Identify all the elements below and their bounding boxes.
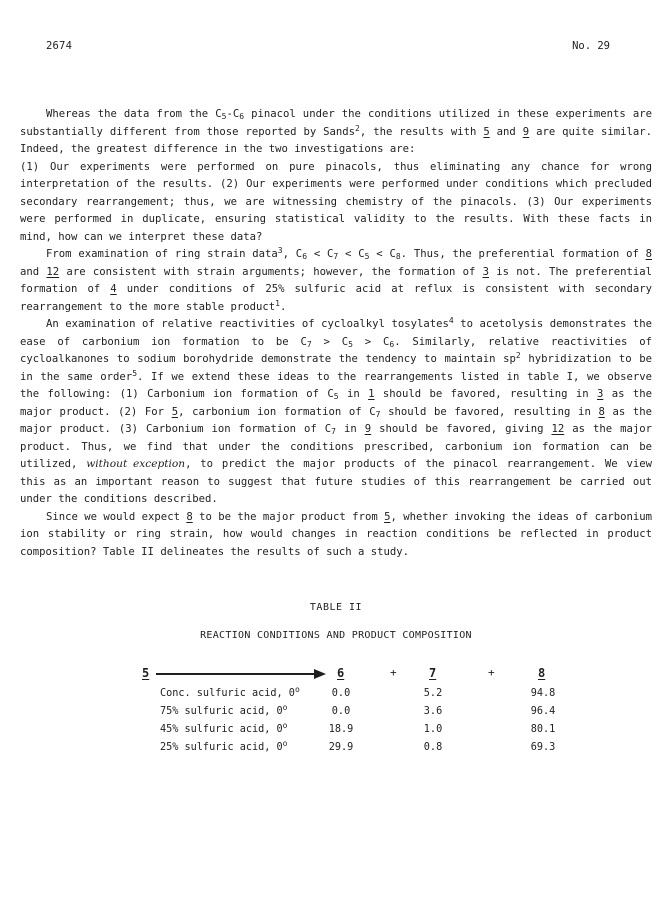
table-row	[0, 685, 672, 706]
value-cell: 0.8	[423, 742, 443, 753]
compound-number: 3	[482, 265, 489, 278]
condition-cell: Conc. sulfuric acid, 0$^o$	[160, 685, 300, 699]
value-cell: 0.0	[331, 688, 351, 699]
paragraph-2: (1) Our experiments were performed on pure pinacols, thus eliminating any chance for wrong interpretation of the results. (2) Our experiments were performed under conditions which precluded secondary rearrangement; thus, we are witnessing chemistry of the pinacols. (3) Our experiments were performed in duplicate, ensuring statistical validity to the results. With these facts in mind, how can we interpret these data?	[20, 160, 652, 243]
value-cell: 0.0	[331, 706, 351, 717]
value-cell: 1.0	[423, 724, 443, 735]
compound-number: 1	[368, 388, 375, 400]
reference-superscript: 1	[275, 298, 280, 308]
compound-number: 8	[598, 405, 605, 418]
reference-superscript: 4	[448, 316, 454, 325]
compound-number: 12	[46, 265, 60, 278]
product-label-8: 8	[538, 666, 546, 680]
reactant-label: 5	[142, 666, 150, 680]
compound-number: 12	[551, 423, 565, 435]
paragraph-5: Since we would expect 8 to be the major product from 5, whether invoking the ideas of carbonium ion stability or ring strain, how would changes in reaction conditions be reflected in product composition? Table II delineates the results of such a study.	[20, 510, 652, 558]
compound-number: 3	[596, 388, 604, 400]
paragraph-4: An examination of relative reactivities of cycloalkyl tosylates$^4$ to acetolysis demonstrates the ease of carbonium ion formation to be $C_7 > C_5 > C_6$. Similarly, relative reactivities of cycloalkanones to sodium borohydride demonstrate the tendency to maintain $sp^2$ hybridization to be in the same order$^5$. If we extend these ideas to the rearrangements listed in table I, we observe the following: (1) Carbonium ion formation of $C_5$ in 1 should be favored, resulting in 3 as the major product. (2) For 5, carbonium ion formation of $C_7$ should be favored, resulting in 8 as the major product. (3) Carbonium ion formation of $C_7$ in 9 should be favored, giving 12 as the major product. Thus, we find that under the conditions prescribed, carbonium ion formation can be utilized, without exception, to predict the major products of the pinacol rearrangement. We view this as an important reason to suggest that future studies of this rearrangement be carried out under the conditions described.	[20, 316, 653, 505]
value-cell: 29.9	[328, 742, 354, 753]
plus-sign: +	[488, 666, 495, 679]
paragraph-3: From examination of ring strain data$^3$, $C_6 < C_7 < C_5 < C_8$. Thus, the preferential formation of 8 and 12 are consistent with strain arguments; however, the formation of 3 is not. The preferential formation of 4 under conditions of 25% sulfuric acid at reflux is consistent with secondary rearrangement to the more stable product$^1$.	[20, 246, 653, 313]
compound-number: 5	[483, 125, 490, 138]
table-row	[0, 721, 672, 742]
emphasis-italic: without exception	[86, 458, 186, 470]
reference-superscript: 5	[132, 368, 138, 378]
value-cell: 96.4	[530, 706, 556, 717]
table-title: TABLE II	[309, 602, 363, 613]
reaction-arrow-head	[314, 669, 326, 679]
value-cell: 80.1	[530, 724, 556, 735]
compound-number: 9	[522, 125, 530, 138]
condition-cell: 45% sulfuric acid, 0$^o$	[160, 721, 288, 735]
compound-number: 9	[364, 423, 372, 435]
journal-issue-number: No. 29	[572, 40, 610, 52]
plus-sign: +	[390, 666, 397, 679]
condition-cell: 25% sulfuric acid, 0$^o$	[160, 739, 288, 753]
value-cell: 18.9	[328, 724, 354, 735]
article-body	[20, 106, 652, 561]
product-label-6: 6	[337, 666, 345, 680]
value-cell: 3.6	[423, 706, 443, 717]
product-label-7: 7	[429, 666, 437, 680]
reference-superscript: 2	[355, 123, 360, 133]
value-cell: 69.3	[530, 742, 556, 753]
value-cell: 5.2	[423, 688, 443, 699]
value-cell: 94.8	[530, 688, 556, 699]
compound-number: 8	[645, 248, 653, 260]
reaction-scheme	[0, 666, 672, 688]
compound-number: 5	[171, 405, 179, 418]
condition-cell: 75% sulfuric acid, 0$^o$	[160, 703, 288, 717]
table-row	[0, 739, 672, 760]
reaction-arrow	[156, 673, 316, 675]
table-caption: REACTION CONDITIONS AND PRODUCT COMPOSITION	[200, 630, 472, 641]
paragraph-1: Whereas the data from the $C_5-C_6$ pinacol under the conditions utilized in these experiments are substantially different from those reported by Sands$^2$, the results with 5 and 9 are quite similar. Indeed, the greatest difference in the two investigations are:	[20, 108, 653, 155]
compound-number: 8	[186, 510, 193, 523]
compound-number: 4	[110, 283, 117, 295]
compound-number: 5	[384, 510, 391, 523]
page-number: 2674	[46, 40, 73, 52]
reference-superscript: 3	[277, 246, 283, 255]
table-row	[0, 703, 672, 724]
